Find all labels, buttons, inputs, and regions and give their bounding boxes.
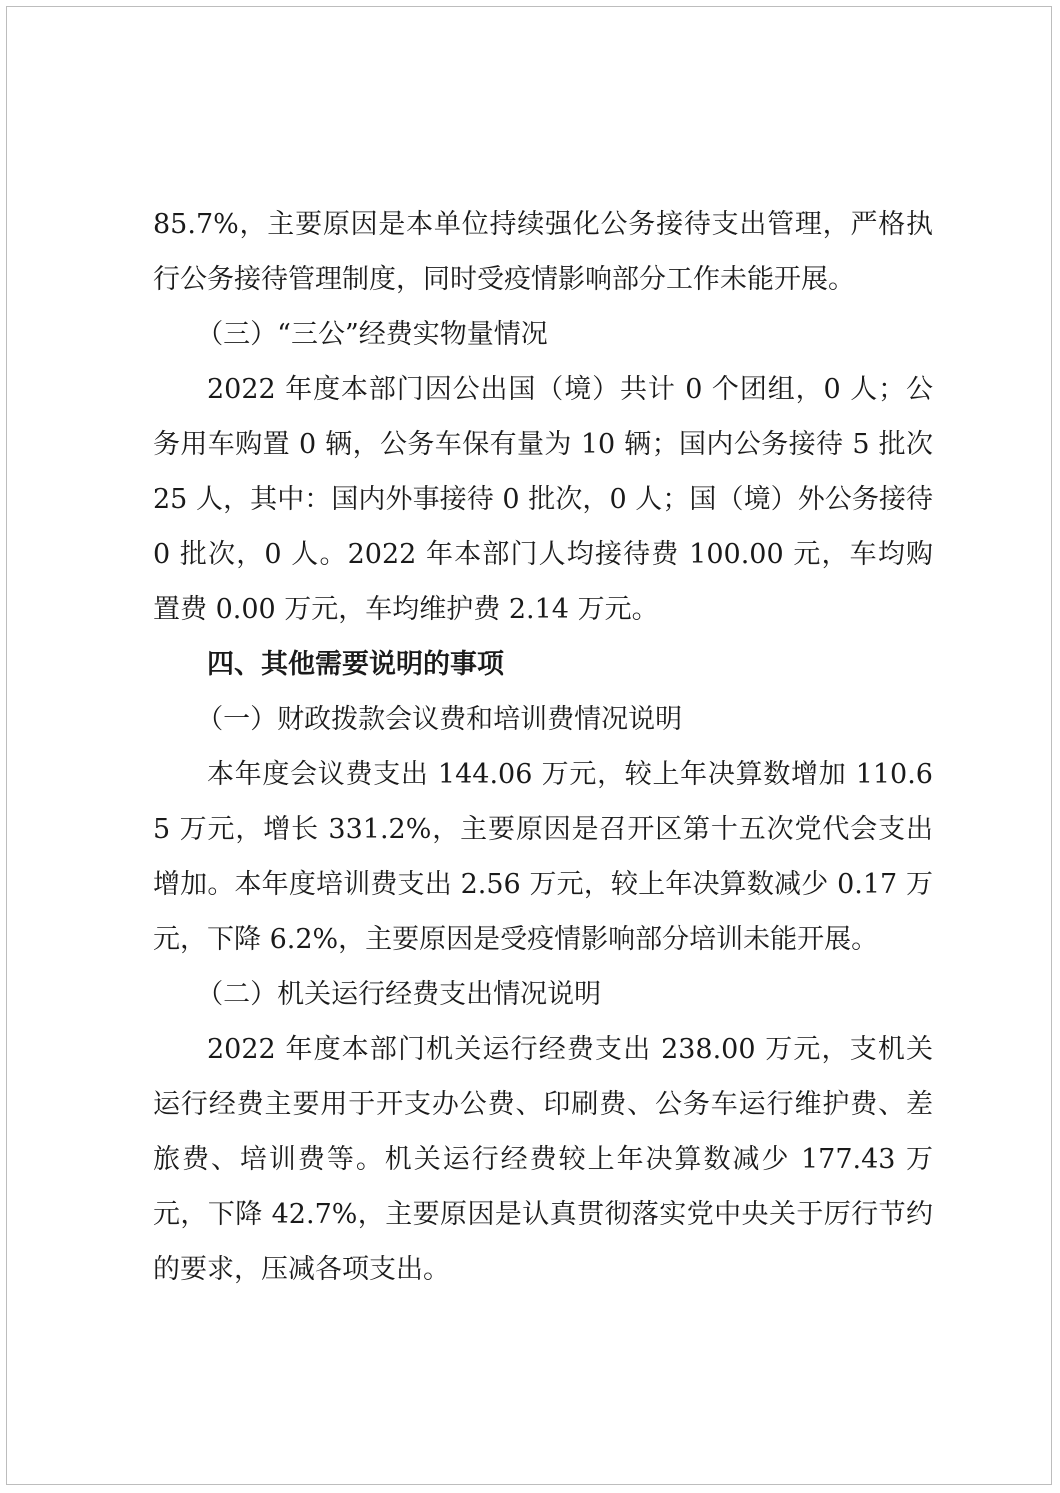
paragraph-operating-expenses: 2022 年度本部门机关运行经费支出 238.00 万元，支机关运行经费主要用于开支办公费、印刷费、公务车运行维护费、差旅费、培训费等。机关运行经费较上年决算数减少 177.43 万元，下降 42.7%，主要原因是认真贯彻落实党中央关于厉行节约的要求，压减各项支出。 (153, 1034, 933, 1285)
paragraph-reception-cost-reason: 85.7%，主要原因是本单位持续强化公务接待支出管理，严格执行公务接待管理制度，同时受疫情影响部分工作未能开展。 (153, 209, 933, 295)
paragraph-physical-quantity: 2022 年度本部门因公出国（境）共计 0 个团组，0 人；公务用车购置 0 辆，公务车保有量为 10 辆；国内公务接待 5 批次 25 人，其中：国内外事接待 0 批次，0 人；国（境）外公务接待 0 批次，0 人。2022 年本部门人均接待费 100.00 元，车均购置费 0.00 万元，车均维护费 2.14 万元。 (153, 374, 933, 625)
document-body (153, 197, 933, 1297)
paragraph-meeting-training-fees: 本年度会议费支出 144.06 万元，较上年决算数增加 110.65 万元，增长 331.2%，主要原因是召开区第十五次党代会支出增加。本年度培训费支出 2.56 万元，较上年决算数减少 0.17 万元，下降 6.2%，主要原因是受疫情影响部分培训未能开展。 (153, 759, 933, 955)
heading-other-matters: 四、其他需要说明的事项 (207, 649, 504, 680)
heading-operating-expenses: （二）机关运行经费支出情况说明 (196, 979, 602, 1010)
heading-meeting-training-fees: （一）财政拨款会议费和培训费情况说明 (196, 704, 683, 735)
heading-three-public-physical-quantity: （三）“三公”经费实物量情况 (196, 319, 548, 350)
document-page (6, 6, 1052, 1485)
